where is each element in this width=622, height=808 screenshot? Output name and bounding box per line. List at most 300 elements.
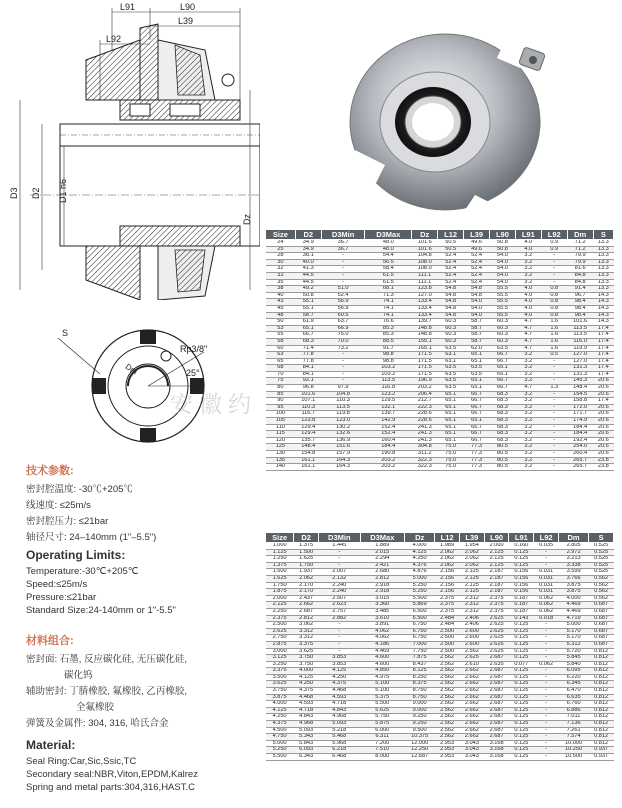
table-cell: 3.360 [360, 602, 405, 609]
table-cell: 113.5 [365, 378, 412, 385]
table-cell: 161.1 [295, 457, 321, 464]
table-cell: 5.000 [405, 575, 435, 582]
table-cell: 140 [266, 464, 296, 471]
table-row [266, 332, 614, 339]
table-cell: 6.500 [405, 615, 435, 622]
table-cell: 3.750 [294, 655, 319, 662]
table-cell: 75.0 [438, 464, 464, 471]
table-cell: 10.000 [558, 740, 588, 747]
table-cell: - [321, 358, 365, 365]
table-cell: 6.000 [360, 727, 405, 734]
table-cell: - [534, 754, 559, 761]
table-cell: 13.3 [593, 240, 613, 247]
table-cell: 2.007 [319, 569, 361, 576]
table-cell: 2.375 [435, 602, 460, 609]
table-cell: 4.468 [319, 688, 361, 695]
materials-en [26, 738, 198, 794]
column-header: Dm [567, 230, 593, 240]
table-cell: 98.4 [567, 305, 593, 312]
table-cell: 2.882 [319, 615, 361, 622]
table-row [266, 444, 614, 451]
table-cell: 2.062 [435, 562, 460, 569]
table-cell: 8.250 [405, 674, 435, 681]
table-cell: 2.662 [460, 714, 485, 721]
watermark: 安徽约 [170, 392, 257, 418]
table-row [266, 549, 614, 556]
table-cell: 0.125 [509, 668, 534, 675]
column-header: Size [266, 230, 296, 240]
table-cell: 58.7 [464, 319, 490, 326]
table-cell: 17.4 [593, 345, 613, 352]
table-cell: - [321, 253, 365, 260]
table-cell: 2.662 [460, 688, 485, 695]
table-cell: 20.6 [593, 418, 613, 425]
table-cell: 160.4 [365, 437, 412, 444]
table-cell: 3.2 [515, 398, 541, 405]
table-cell: 20.6 [593, 424, 613, 431]
table-cell: 54.0 [489, 253, 515, 260]
table-cell: 53 [266, 325, 296, 332]
table-cell: 66.7 [489, 358, 515, 365]
table-cell: 3.485 [360, 608, 405, 615]
table-cell: 2.687 [484, 681, 509, 688]
table-cell: 63.1 [438, 352, 464, 359]
table-cell: 0.687 [589, 602, 614, 609]
table-cell: 17.4 [593, 398, 613, 405]
materials-cn [26, 632, 187, 732]
materials-cn-title: 材料组合: [26, 635, 74, 647]
table-cell: 3.750 [266, 688, 294, 695]
table-cell: 20.6 [593, 385, 613, 392]
table-cell: 5.312 [558, 641, 588, 648]
table-cell: 0.018 [534, 615, 559, 622]
table-cell: 34.9 [295, 240, 321, 247]
table-row [266, 437, 614, 444]
table-cell: 164.3 [321, 457, 365, 464]
table-cell: 66.7 [489, 385, 515, 392]
table-cell: 5.500 [360, 701, 405, 708]
table-cell: 3.2 [515, 279, 541, 286]
table-cell: 4.593 [294, 701, 319, 708]
table-cell: 190.8 [365, 451, 412, 458]
table-cell: 0.125 [509, 628, 534, 635]
table-cell: 4.0 [515, 286, 541, 293]
table-cell: 2.500 [435, 641, 460, 648]
table-cell: 5.845 [558, 655, 588, 662]
table-cell: - [541, 437, 567, 444]
table-cell: 8.750 [405, 688, 435, 695]
table-cell: 2.562 [460, 648, 485, 655]
table-cell: 2.562 [435, 694, 460, 701]
table-cell: 65.1 [295, 325, 321, 332]
table-cell: 2.662 [460, 721, 485, 728]
table-cell: 54.0 [464, 312, 490, 319]
table-cell: 6.345 [558, 681, 588, 688]
specs-en-title: Operating Limits: [26, 548, 126, 562]
table-row [266, 338, 614, 345]
table-cell: 68 [266, 365, 296, 372]
table-row [266, 556, 614, 563]
table-cell: 75.0 [321, 332, 365, 339]
table-cell: 0.687 [589, 615, 614, 622]
table-cell: 4.250 [266, 714, 294, 721]
table-cell: 5.250 [266, 747, 294, 754]
table-cell: 3.2 [515, 391, 541, 398]
table-cell: 77.3 [464, 444, 490, 451]
table-header-row [266, 230, 614, 240]
table-cell: 206.4 [412, 391, 438, 398]
table-cell: 2.240 [319, 589, 361, 596]
table-cell: 63.5 [438, 365, 464, 372]
table-cell: 1.625 [266, 575, 294, 582]
table-cell: 171.5 [412, 371, 438, 378]
table-cell: 88.5 [365, 338, 412, 345]
table-cell: 111.1 [412, 272, 438, 279]
table-cell: 56.9 [321, 299, 365, 306]
table-cell: - [534, 681, 559, 688]
table-cell: 108.0 [412, 259, 438, 266]
table-cell: 0.125 [509, 694, 534, 701]
table-cell: 44.5 [295, 279, 321, 286]
column-header: L90 [484, 533, 509, 543]
table-cell: 108.0 [412, 266, 438, 273]
table-cell: 7.011 [558, 714, 588, 721]
table-cell: 6.500 [405, 608, 435, 615]
table-cell: 75.0 [438, 457, 464, 464]
table-cell: 2.062 [460, 562, 485, 569]
table-cell: 3.2 [515, 266, 541, 273]
column-header: D3Max [360, 533, 405, 543]
table-cell: - [534, 714, 559, 721]
table-row [266, 608, 614, 615]
table-cell: 104.8 [321, 391, 365, 398]
table-cell: 96.8 [295, 385, 321, 392]
table-row [266, 411, 614, 418]
table-cell: 65.1 [438, 418, 464, 425]
table-cell: 6.218 [319, 747, 361, 754]
table-row [266, 272, 614, 279]
table-cell: 119.8 [321, 411, 365, 418]
table-cell: 4.975 [360, 674, 405, 681]
table-cell: 74.1 [365, 305, 412, 312]
table-cell: 13.3 [593, 272, 613, 279]
column-header: S [589, 533, 614, 543]
table-row [266, 378, 614, 385]
column-header: D3Max [365, 230, 412, 240]
table-cell: 0.125 [509, 674, 534, 681]
table-cell: 79.9 [567, 259, 593, 266]
table-cell: 0.125 [509, 701, 534, 708]
table-cell: 55.5 [489, 286, 515, 293]
table-row [266, 674, 614, 681]
table-cell: 2.625 [484, 641, 509, 648]
table-cell: 127.0 [412, 292, 438, 299]
table-cell: 212.7 [412, 398, 438, 405]
table-cell: 304.8 [412, 444, 438, 451]
spec-cn-line: 轴径尺寸: 24–140mm (1"–5.5") [26, 532, 157, 543]
table-cell: 6.750 [405, 622, 435, 629]
table-cell: 5.968 [319, 740, 361, 747]
table-cell: 123.2 [365, 391, 412, 398]
table-cell: 2.156 [435, 575, 460, 582]
table-cell: 68.1 [365, 286, 412, 293]
table-cell: 97.9 [321, 385, 365, 392]
table-cell: 1.6 [541, 325, 567, 332]
table-cell: 2.625 [484, 628, 509, 635]
table-row [266, 365, 614, 372]
table-row [266, 543, 614, 550]
table-cell: 4.186 [360, 641, 405, 648]
table-cell: 154.5 [567, 391, 593, 398]
table-cell: 14.3 [593, 319, 613, 326]
table-cell: 131.3 [567, 365, 593, 372]
table-row [266, 352, 614, 359]
table-cell: 50.8 [295, 292, 321, 299]
table-cell: - [534, 721, 559, 728]
table-cell: 2.662 [460, 668, 485, 675]
table-row [266, 694, 614, 701]
table-cell: 13.3 [593, 286, 613, 293]
table-cell: 1.875 [266, 589, 294, 596]
table-cell: - [534, 701, 559, 708]
table-cell: 2.000 [266, 595, 294, 602]
table-cell: 2.132 [319, 575, 361, 582]
table-cell: 4.968 [294, 721, 319, 728]
table-cell: 4.7 [515, 345, 541, 352]
table-cell: 68.3 [489, 418, 515, 425]
table-cell: 0.160 [509, 543, 534, 550]
table-cell: 0.687 [589, 622, 614, 629]
table-cell: 1.6 [541, 338, 567, 345]
table-cell: 55.5 [489, 299, 515, 306]
table-cell: 0.077 [509, 661, 534, 668]
table-cell: 2.375 [266, 615, 294, 622]
table-cell: 2.687 [484, 734, 509, 741]
table-cell: 17.4 [593, 358, 613, 365]
table-cell: 129.4 [295, 431, 321, 438]
table-cell: 66.7 [295, 332, 321, 339]
table-row [266, 688, 614, 695]
table-cell: 3.625 [266, 681, 294, 688]
table-cell: 54.8 [438, 299, 464, 306]
table-cell: 0.8 [541, 286, 567, 293]
table-cell: 2.687 [484, 727, 509, 734]
table-cell: 0.125 [509, 754, 534, 761]
table-cell: 63.5 [489, 345, 515, 352]
table-cell: 66.7 [464, 424, 490, 431]
table-cell: 61.5 [365, 272, 412, 279]
table-row [266, 345, 614, 352]
table-cell: 65.1 [489, 365, 515, 372]
table-cell: 71.2 [567, 246, 593, 253]
table-cell: 2.918 [360, 589, 405, 596]
table-cell: 4.469 [558, 608, 588, 615]
table-cell: 63.1 [438, 358, 464, 365]
table-cell: 196.9 [412, 378, 438, 385]
table-cell: - [534, 694, 559, 701]
table-cell: 0.035 [534, 543, 559, 550]
table-cell: 5.750 [360, 714, 405, 721]
table-cell: 50 [266, 319, 296, 326]
table-cell: 5.170 [558, 628, 588, 635]
table-cell: 2.562 [435, 701, 460, 708]
table-cell: 52.4 [438, 266, 464, 273]
table-cell: 4.7 [515, 385, 541, 392]
table-cell: 48.0 [365, 246, 412, 253]
table-cell: 1.6 [541, 332, 567, 339]
table-row [266, 398, 614, 405]
table-cell: 3.2 [515, 371, 541, 378]
column-header: L12 [438, 230, 464, 240]
table-cell: - [541, 279, 567, 286]
table-cell: 17.4 [593, 332, 613, 339]
table-row [266, 595, 614, 602]
table-cell: - [534, 668, 559, 675]
table-cell: 0.125 [509, 721, 534, 728]
table-cell: 1.500 [266, 569, 294, 576]
table-cell: 24 [266, 240, 296, 247]
table-cell: 55.1 [295, 299, 321, 306]
table-cell: 2.687 [484, 674, 509, 681]
table-cell: 3.2 [515, 352, 541, 359]
table-cell: 55.5 [489, 305, 515, 312]
column-header: Dz [405, 533, 435, 543]
table-cell: 103.2 [365, 365, 412, 372]
table-cell: 6.886 [558, 707, 588, 714]
table-cell: 55.1 [295, 305, 321, 312]
table-cell: 91.4 [567, 286, 593, 293]
table-row [266, 740, 614, 747]
table-cell: 98.8 [365, 352, 412, 359]
table-cell: 56.9 [321, 305, 365, 312]
table-cell: 132.1 [365, 404, 412, 411]
table-cell: 80.5 [489, 464, 515, 471]
table-cell: 3.610 [360, 615, 405, 622]
column-header: L90 [489, 230, 515, 240]
table-cell: 3.168 [484, 754, 509, 761]
table-cell: 61.9 [295, 319, 321, 326]
table-cell: 110.3 [321, 398, 365, 405]
table-cell: 2.953 [435, 740, 460, 747]
column-header: Dm [558, 533, 588, 543]
table-cell: 3.2 [515, 411, 541, 418]
table-cell: 0.125 [509, 714, 534, 721]
table-cell: 6.343 [294, 754, 319, 761]
table-cell: 20.6 [593, 437, 613, 444]
table-cell: - [321, 272, 365, 279]
table-cell: - [541, 371, 567, 378]
table-cell: 2.156 [435, 582, 460, 589]
table-cell: 65.1 [438, 404, 464, 411]
column-header: L92 [534, 533, 559, 543]
table-cell: 136.9 [321, 437, 365, 444]
table-cell: 1.750 [294, 562, 319, 569]
table-cell: 5.250 [405, 582, 435, 589]
table-cell: 0.187 [509, 595, 534, 602]
table-cell: 2.294 [360, 556, 405, 563]
table-cell: 132.6 [321, 431, 365, 438]
table-cell: 60.3 [438, 332, 464, 339]
table-cell: 6.468 [319, 754, 361, 761]
table-cell: 33 [266, 272, 296, 279]
column-header: D2 [295, 230, 321, 240]
column-header: Size [266, 533, 294, 543]
table-cell: 0.812 [589, 740, 614, 747]
table-cell: 2.062 [435, 556, 460, 563]
table-cell: - [534, 635, 559, 642]
table-cell: 4.843 [294, 714, 319, 721]
table-row [266, 319, 614, 326]
column-header: L91 [509, 533, 534, 543]
table-cell: - [541, 253, 567, 260]
table-cell: 43 [266, 299, 296, 306]
table-cell: - [321, 259, 365, 266]
table-cell: 2.687 [484, 701, 509, 708]
table-cell: 54.8 [438, 305, 464, 312]
table-cell: 60 [266, 345, 296, 352]
table-cell: 54.0 [489, 259, 515, 266]
table-cell: 2.625 [266, 628, 294, 635]
table-cell: 13.3 [593, 253, 613, 260]
table-cell: 129.4 [295, 424, 321, 431]
flange-end-view [28, 322, 218, 444]
table-cell: 2.156 [435, 589, 460, 596]
table-cell: 85.3 [365, 332, 412, 339]
table-cell: 110.3 [295, 404, 321, 411]
table-cell: 77.8 [295, 358, 321, 365]
column-header: L12 [435, 533, 460, 543]
table-row [266, 747, 614, 754]
table-row [266, 292, 614, 299]
table-cell: 3.750 [294, 661, 319, 668]
table-cell: 3.375 [266, 668, 294, 675]
table-cell: 241.3 [412, 437, 438, 444]
table-cell: 9.250 [405, 714, 435, 721]
table-cell: 75 [266, 378, 296, 385]
table-cell: 50.8 [489, 240, 515, 247]
label-d1h6: D1 h6 [58, 178, 68, 203]
table-cell: 4.125 [405, 549, 435, 556]
table-row [266, 569, 614, 576]
table-cell: 2.437 [294, 595, 319, 602]
table-cell: 3.213 [558, 556, 588, 563]
table-cell: 1.889 [360, 543, 405, 550]
table-cell: 6.095 [558, 668, 588, 675]
table-cell: 66.7 [464, 411, 490, 418]
table-cell: 77.3 [464, 464, 490, 471]
table-cell: 2.662 [460, 681, 485, 688]
table-row [266, 464, 614, 471]
table-cell: 2.625 [484, 622, 509, 629]
table-cell: 1.6 [541, 319, 567, 326]
table-cell: 20.6 [593, 444, 613, 451]
table-cell: 38.1 [295, 253, 321, 260]
table-cell: 4.375 [294, 688, 319, 695]
table-row [266, 727, 614, 734]
table-cell: 54.0 [489, 279, 515, 286]
table-cell: 0.8 [541, 305, 567, 312]
table-cell: 20.6 [593, 378, 613, 385]
table-row [266, 754, 614, 761]
table-row [266, 701, 614, 708]
table-cell: - [541, 365, 567, 372]
spec-cn-line: 密封腔温度: -30℃+205℃ [26, 484, 133, 495]
table-cell: 61.5 [365, 279, 412, 286]
table-cell: 52.4 [464, 266, 490, 273]
table-cell: 0.525 [589, 562, 614, 569]
table-row [266, 240, 614, 247]
table-cell: 3.2 [515, 253, 541, 260]
